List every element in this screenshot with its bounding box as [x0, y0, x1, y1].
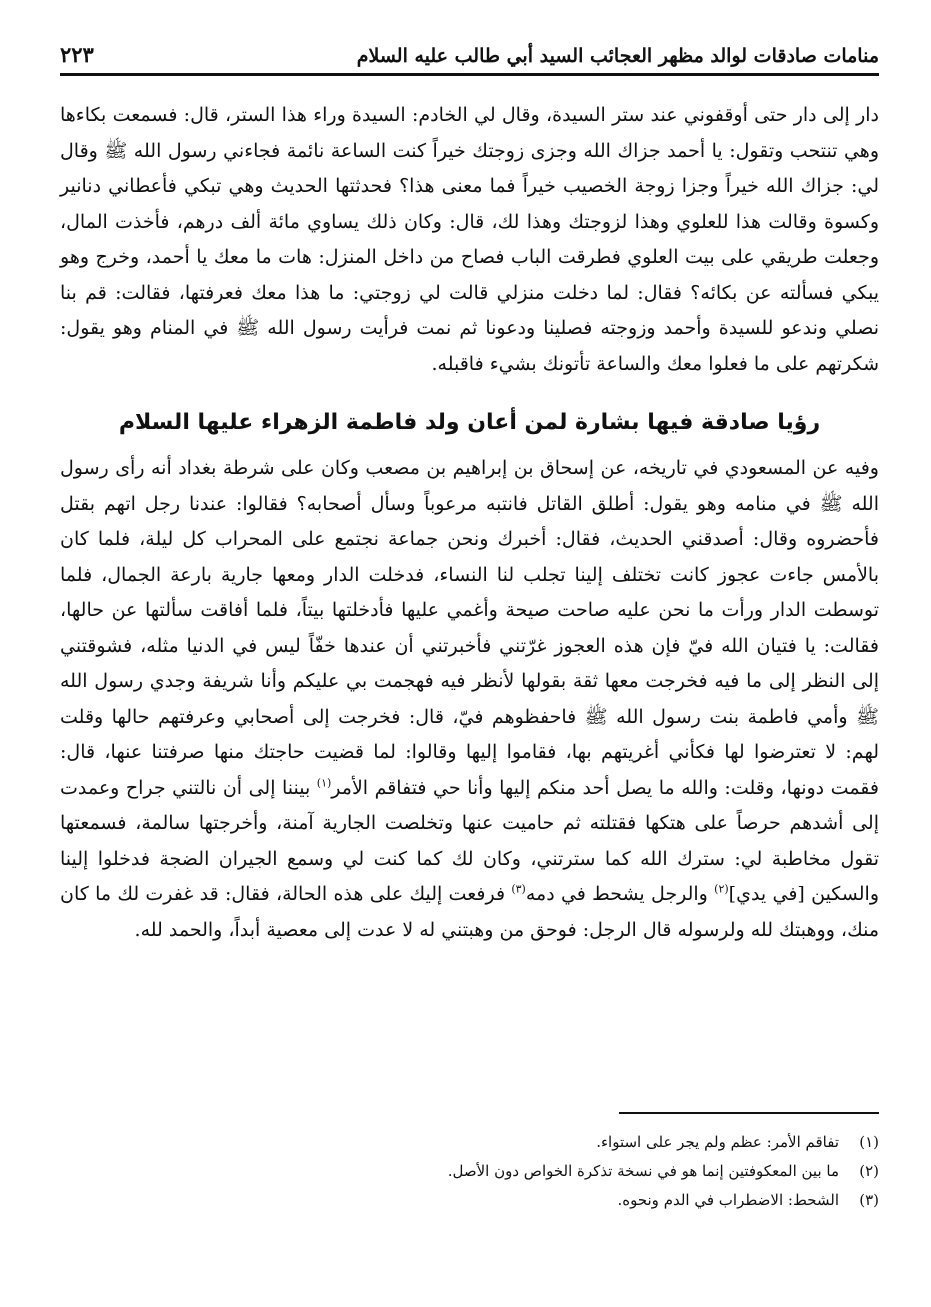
- footnotes: [60, 1112, 879, 1215]
- footnote-text: تفاقم الأمر: عظم ولم يجر على استواء.: [596, 1133, 839, 1151]
- section-text-part: والرجل يشحط في دمه: [525, 883, 715, 905]
- footnote-divider: [619, 1112, 879, 1114]
- footnote-ref: (٢): [714, 882, 729, 896]
- section-text-part: فرفعت إليك على هذه الحالة، فقال: قد غفرت لك ما كان منك، ووهبتك لله ولرسوله قال الرجل: فوحق من وهبتني له لا عدت إلى معصية أبداً، والحمد لله.: [60, 883, 879, 941]
- footnote-text: الشحط: الاضطراب في الدم ونحوه.: [617, 1191, 839, 1209]
- footnote-text: ما بين المعكوفتين إنما هو في نسخة تذكرة الخواص دون الأصل.: [447, 1162, 839, 1180]
- footnote: [60, 1157, 879, 1186]
- footnote-ref: (٣): [511, 882, 526, 896]
- main-text: [60, 98, 879, 948]
- section-text-part: بيننا إلى أن نالتني جراح وعمدت إلى أشدهم حرصاً على هتكها فقتلته ثم حاميت عنها وتخلصت الجارية آمنة، وأخرجتها سالمة، فسمعتها تقول مخاطبة لي: سترك الله كما سترتني، وكان لك كما كنت لي وسمع الجيران الضجة فدخلوا إلينا والسكين [في يدي]: [60, 776, 879, 905]
- paragraph: دار إلى دار حتى أوقفوني عند ستر السيدة، وقال لي الخادم: السيدة وراء هذا الستر، قال: فسمعت بكاءها وهي تنتحب وتقول: يا أحمد جزاك الله وجزى زوجتك خيراً كنت الساعة نائمة فجاءني رسول الله ﷺ وقال لي: جزاك الله خيراً وجزا زوجة الخصيب خيراً فما معنى هذا؟ فحدثتها الحديث وهي تبكي فأعطاني دنانير وكسوة وقالت هذا للعلوي وهذا لزوجتك وهذا لك، قال: وكان ذلك يساوي مائة ألف درهم، فأخذت المال، وجعلت طريقي على بيت العلوي فطرقت الباب فصاح من داخل المنزل: هات ما معك يا أحمد، وخرج وهو يبكي فسألته عن بكائه؟ فقال: لما دخلت منزلي قالت لي زوجتي: ما هذا معك فعرفتها، فقالت: قم بنا نصلي وندعو للسيدة وأحمد وزوجته فصلينا ودعونا ثم نمت فرأيت رسول الله ﷺ في المنام وهو يقول: شكرتهم على ما فعلوا معك والساعة تأتونك بشيء فاقبله.: [60, 104, 879, 375]
- footnote: [60, 1186, 879, 1215]
- running-title: منامات صادقات لوالد مظهر العجائب السيد أبي طالب عليه السلام: [356, 45, 879, 67]
- section-heading: رؤيا صادقة فيها بشارة لمن أعان ولد فاطمة الزهراء عليها السلام: [118, 410, 821, 435]
- footnote-number: (١): [859, 1133, 879, 1151]
- footnote-number: (٢): [859, 1162, 879, 1180]
- section-paragraph: [60, 451, 879, 948]
- footnote-number: (٣): [859, 1191, 879, 1209]
- footnote-ref: (١): [316, 776, 332, 790]
- page-header: [60, 30, 879, 76]
- footnote: [60, 1128, 879, 1157]
- page-number: ٢٢٣: [60, 42, 94, 67]
- section-text-part: وفيه عن المسعودي في تاريخه، عن إسحاق بن إبراهيم بن مصعب وكان على شرطة بغداد أنه رأى رسول الله ﷺ في منامه وهو يقول: أطلق القاتل فانتبه مرعوباً وسأل أصحابه؟ فقالوا: عندنا رجل اتهم بقتل فأحضروه وقال: أصدقني الحديث، فقال: أخبرك ونحن جماعة نجتمع على المحراب كل ليلة، فلما كان بالأمس جاءت عجوز كانت تختلف إلينا تجلب لنا النساء، فدخلت الدار ومعها جارية بارعة الجمال، فلما توسطت الدار ورأت ما نحن عليه صاحت صيحة وأغمي عليها فأدخلتها بيتاً، فلما أفاقت سألتها عن حالها، فقالت: يا فتيان الله فيّ فإن هذه العجوز غرّتني فأخبرتني أن عندها خفّاً ليس في الدنيا مثله، فشوقتني إلى النظر إلى ما فيه فخرجت معها ثقة بقولها لأنظر فيه فهجمت بي عليكم وأنا شريفة وجدي رسول الله ﷺ وأمي فاطمة بنت رسول الله ﷺ فاحفظوهم فيّ، قال: فخرجت إلى أصحابي وعرفتهم حالها وقلت لهم: لا تعترضوا لها فكأني أغريتهم بها، فقاموا إليها وقالوا: لما قضيت حاجتك منها صرفتنا عنها، قال: فقمت دونها، وقلت: والله ما يصل أحد منكم إليها وأنا حي فتفاقم الأمر: [60, 457, 879, 799]
